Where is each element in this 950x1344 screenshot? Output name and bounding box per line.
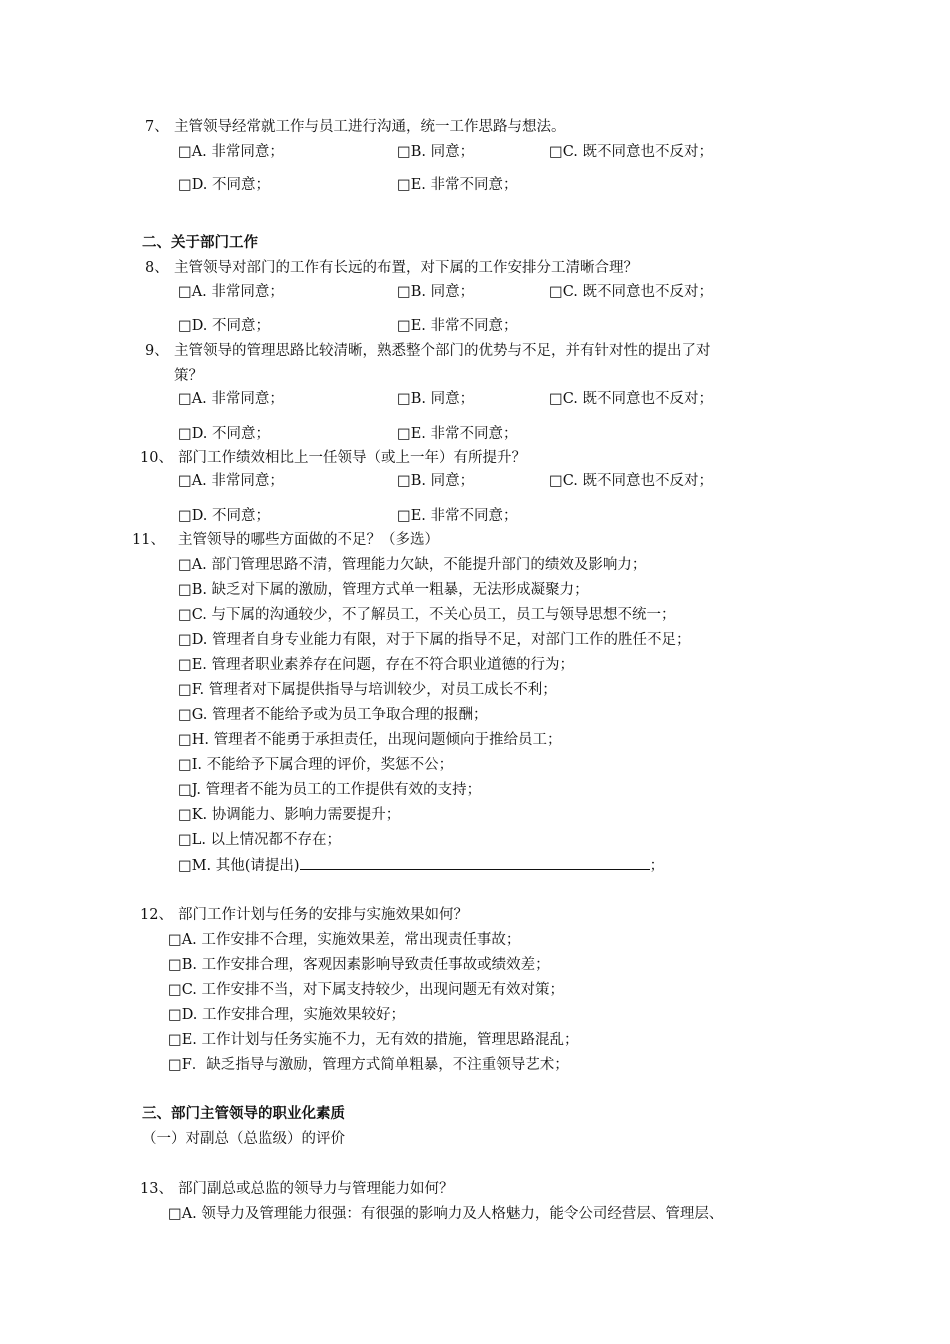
- q11-option-m-end: ；: [649, 858, 665, 874]
- q11-question: 主管领导的哪些方面做的不足？（多选）: [178, 532, 439, 548]
- q11-option-i[interactable]: □I. 不能给予下属合理的评价，奖惩不公；: [178, 757, 454, 773]
- q11-option-h[interactable]: □H. 管理者不能勇于承担责任，出现问题倾向于推给员工；: [178, 732, 562, 748]
- section-3-title: 三、部门主管领导的职业化素质: [142, 1106, 345, 1122]
- section-3-subtitle: （一）对副总（总监级）的评价: [142, 1131, 345, 1147]
- q9-question-line1: 主管领导的管理思路比较清晰，熟悉整个部门的优势与不足，并有针对性的提出了对: [174, 343, 711, 359]
- q10-number: 10、: [140, 450, 173, 466]
- q11-option-j[interactable]: □J. 管理者不能为员工的工作提供有效的支持；: [178, 782, 482, 798]
- q11-option-l[interactable]: □L. 以上情况都不存在；: [178, 832, 342, 848]
- q12-option-b[interactable]: □B. 工作安排合理，客观因素影响导致责任事故或绩效差；: [168, 957, 550, 973]
- q9-option-e[interactable]: □E. 非常不同意；: [397, 426, 518, 442]
- q10-option-d[interactable]: □D. 不同意；: [178, 508, 271, 524]
- q11-option-m[interactable]: [178, 855, 664, 876]
- q10-question: 部门工作绩效相比上一任领导（或上一年）有所提升？: [178, 450, 526, 466]
- q7-number: 7、: [145, 119, 169, 135]
- q10-option-b[interactable]: □B. 同意；: [397, 473, 475, 489]
- q12-option-a[interactable]: □A. 工作安排不合理，实施效果差，常出现责任事故；: [168, 932, 521, 948]
- q9-option-a[interactable]: □A. 非常同意；: [178, 391, 284, 407]
- q11-number: 11、: [132, 532, 165, 548]
- q7-option-e[interactable]: □E. 非常不同意；: [397, 177, 518, 193]
- q12-option-e[interactable]: □E. 工作计划与任务实施不力，无有效的措施，管理思路混乱；: [168, 1032, 579, 1048]
- q9-option-d[interactable]: □D. 不同意；: [178, 426, 271, 442]
- q8-option-d[interactable]: □D. 不同意；: [178, 318, 271, 334]
- q8-question: 主管领导对部门的工作有长远的布置，对下属的工作安排分工清晰合理？: [174, 260, 638, 276]
- q9-question-line2: 策？: [174, 368, 203, 384]
- q12-number: 12、: [140, 907, 173, 923]
- q11-option-d[interactable]: □D. 管理者自身专业能力有限，对于下属的指导不足，对部门工作的胜任不足；: [178, 632, 691, 648]
- q11-option-f[interactable]: □F. 管理者对下属提供指导与培训较少，对员工成长不利；: [178, 682, 557, 698]
- q12-option-f[interactable]: □F．缺乏指导与激励，管理方式简单粗暴，不注重领导艺术；: [168, 1057, 569, 1073]
- q9-option-b[interactable]: □B. 同意；: [397, 391, 475, 407]
- q8-number: 8、: [145, 260, 169, 276]
- q7-question: 主管领导经常就工作与员工进行沟通，统一工作思路与想法。: [174, 119, 566, 135]
- q11-other-blank-line[interactable]: [300, 855, 650, 870]
- q11-option-k[interactable]: □K. 协调能力、影响力需要提升；: [178, 807, 401, 823]
- q7-option-d[interactable]: □D. 不同意；: [178, 177, 271, 193]
- q7-option-c[interactable]: □C. 既不同意也不反对；: [549, 144, 713, 160]
- q8-option-b[interactable]: □B. 同意；: [397, 284, 475, 300]
- q10-option-e[interactable]: □E. 非常不同意；: [397, 508, 518, 524]
- q8-option-e[interactable]: □E. 非常不同意；: [397, 318, 518, 334]
- q7-option-b[interactable]: □B. 同意；: [397, 144, 475, 160]
- q7-option-a[interactable]: □A. 非常同意；: [178, 144, 284, 160]
- q8-option-a[interactable]: □A. 非常同意；: [178, 284, 284, 300]
- q9-number: 9、: [145, 343, 169, 359]
- q8-option-c[interactable]: □C. 既不同意也不反对；: [549, 284, 713, 300]
- q13-option-a[interactable]: □A. 领导力及管理能力很强：有很强的影响力及人格魅力，能令公司经营层、管理层、: [168, 1206, 724, 1222]
- q11-option-c[interactable]: □C. 与下属的沟通较少，不了解员工，不关心员工，员工与领导思想不统一；: [178, 607, 676, 623]
- q11-option-e[interactable]: □E. 管理者职业素养存在问题，存在不符合职业道德的行为；: [178, 657, 575, 673]
- q9-option-c[interactable]: □C. 既不同意也不反对；: [549, 391, 713, 407]
- q10-option-a[interactable]: □A. 非常同意；: [178, 473, 284, 489]
- q12-option-c[interactable]: □C. 工作安排不当，对下属支持较少，出现问题无有效对策；: [168, 982, 564, 998]
- q10-option-c[interactable]: □C. 既不同意也不反对；: [549, 473, 713, 489]
- q12-question: 部门工作计划与任务的安排与实施效果如何？: [178, 907, 468, 923]
- q12-option-d[interactable]: □D. 工作安排合理，实施效果较好；: [168, 1007, 406, 1023]
- q11-option-m-label: □M. 其他(请提出): [178, 858, 300, 874]
- section-2-title: 二、关于部门工作: [142, 235, 258, 251]
- q13-question: 部门副总或总监的领导力与管理能力如何？: [178, 1181, 454, 1197]
- q11-option-g[interactable]: □G. 管理者不能给予或为员工争取合理的报酬；: [178, 707, 488, 723]
- q11-option-a[interactable]: □A. 部门管理思路不清，管理能力欠缺，不能提升部门的绩效及影响力；: [178, 557, 647, 573]
- q13-number: 13、: [140, 1181, 173, 1197]
- q11-option-b[interactable]: □B. 缺乏对下属的激励，管理方式单一粗暴，无法形成凝聚力；: [178, 582, 589, 598]
